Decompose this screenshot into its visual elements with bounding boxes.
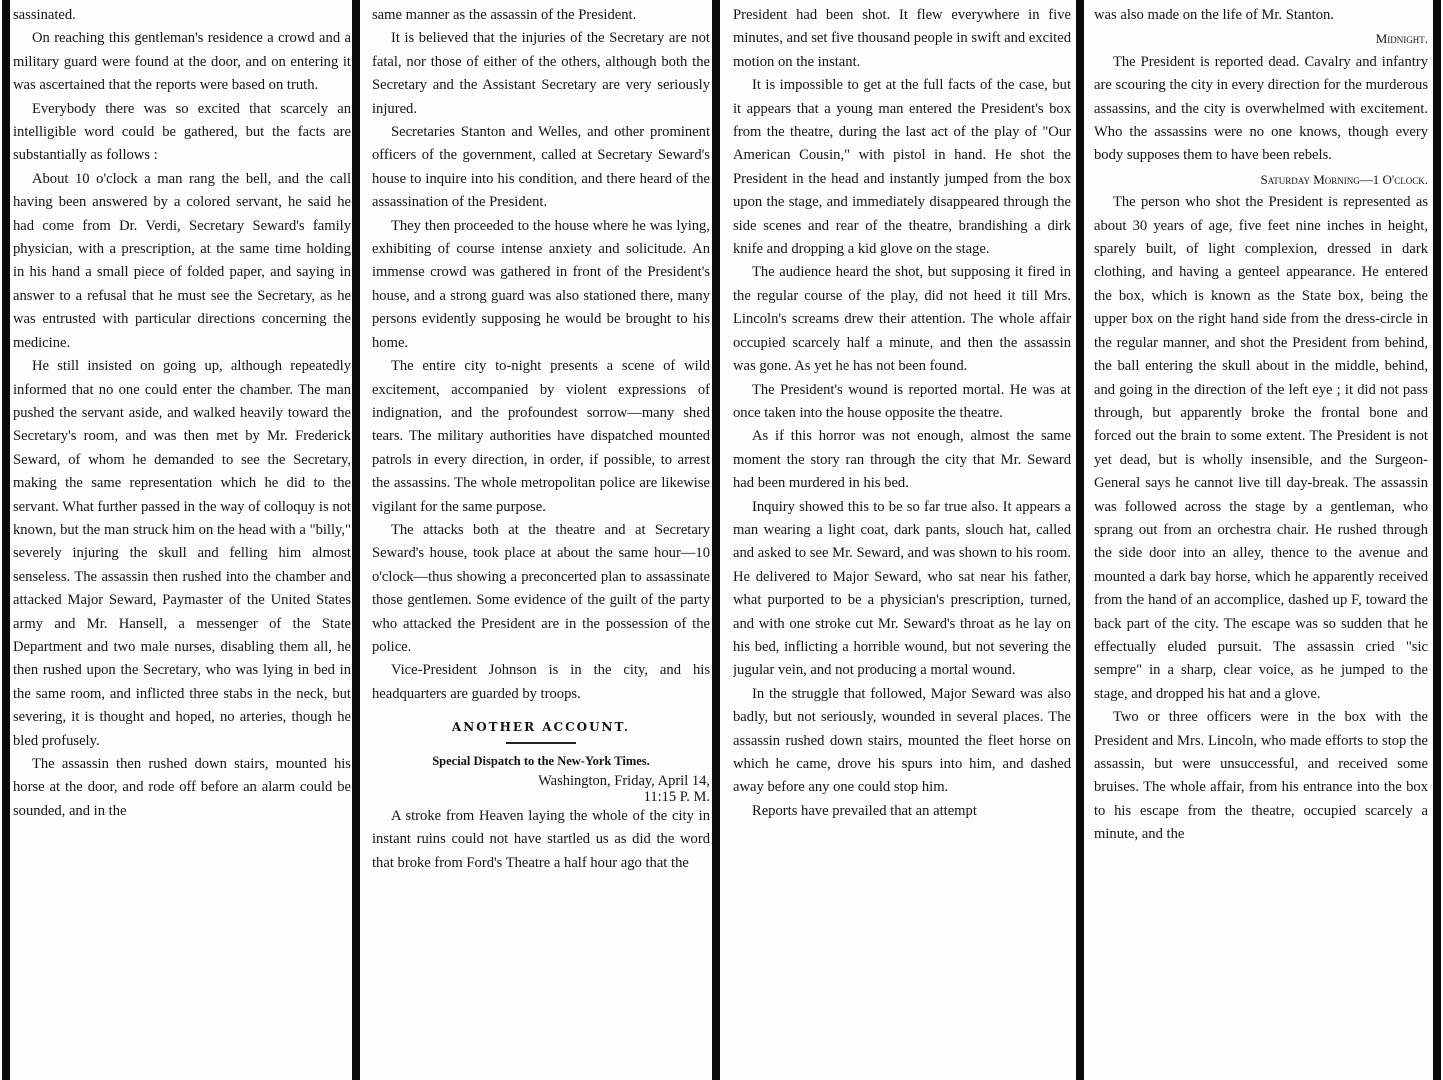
column-rule (352, 0, 360, 1080)
paragraph: Everybody there was so excited that scarcely an intelligible word could be gathered, but the facts are substantially as follows : (13, 100, 351, 164)
column-rule (1076, 0, 1084, 1080)
paragraph: In the struggle that followed, Major Seward was also badly, but not seriously, wounded in several places. The assassin rushed down stairs, mounted the fleet horse on which he came, drove his spurs into him, and dashed away before any one could stop him. (733, 685, 1071, 796)
paragraph: Vice-President Johnson is in the city, and his headquarters are guarded by troops. (372, 662, 710, 702)
paragraph: The entire city to-night presents a scene of wild excitement, accompanied by violent expressions of indignation, and the profoundest sorrow—many shed tears. The military authorities have dispatched mounted patrols in every direction, in order, if possible, to arrest the assassins. The whole metropolitan police are likewise vigilant for the same purpose. (372, 358, 710, 515)
paragraph: About 10 o'clock a man rang the bell, and the call having been answered by a colored servant, he said he had come from Dr. Verdi, Secretary Seward's family physician, with a prescription, at the same time holding in his hand a small piece of folded paper, and saying in answer to a refusal that he must see the Secretary, as he was entrusted with particular directions concerning the medicine. (13, 170, 351, 351)
section-headline: ANOTHER ACCOUNT. (451, 720, 631, 735)
paragraph: President had been shot. It flew everywhere in five minutes, and set five thousand people in swift and excited motion on the instant. (733, 7, 1071, 70)
dispatch-subhead: Special Dispatch to the New-York Times. (432, 753, 650, 768)
headline-divider (506, 742, 576, 744)
column-1 (13, 4, 351, 1078)
paragraph: The assassin then rushed down stairs, mounted his horse at the door, and rode off before an alarm could be sounded, and in the (13, 756, 351, 819)
time-heading-saturday: Saturday Morning—1 O'clock. (1260, 171, 1428, 187)
column-rule (1433, 0, 1441, 1080)
paragraph: He still insisted on going up, although repeatedly informed that no one could enter the chamber. The man pushed the servant aside, and walked heavily toward the Secretary's room, and was then met by Mr. Frederick Seward, of whom he demanded to see the Secretary, making the same representation which he did to the servant. What further passed in the way of colloquy is not known, but the man struck him on the head with a "billy," severely injuring the skull and felling him almost senseless. The assassin then rushed into the chamber and attacked Major Seward, Paymaster of the United States army and Mr. Hansell, a messenger of the State Department and two male nurses, disabling them all, he then rushed upon the Secretary, who was lying in bed in the same room, and inflicted three stabs in the neck, but severing, it is thought and hoped, no arteries, though he bled profusely. (13, 358, 351, 749)
paragraph: sassinated. (13, 7, 76, 23)
paragraph: They then proceeded to the house where he was lying, exhibiting of course intense anxiety and solicitude. An immense crowd was gathered in front of the President's house, and a strong guard was also stationed there, many persons evidently supposing he would be brought to his home. (372, 217, 710, 351)
column-2 (372, 4, 710, 1078)
column-rule (712, 0, 720, 1080)
paragraph: It is believed that the injuries of the Secretary are not fatal, nor those of either of the others, although both the Secretary and the Assistant Secretary are very seriously injured. (372, 30, 710, 117)
column-3 (733, 4, 1071, 1078)
column-rule (2, 0, 10, 1080)
paragraph: Inquiry showed this to be so far true also. It appears a man wearing a light coat, dark pants, slouch hat, called and asked to see Mr. Seward, and was shown to his room. He delivered to Major Seward, who sat near his father, what purported to be a physician's prescription, turned, and with one stroke cut Mr. Seward's throat as he lay on his bed, inflicting a horrible wound, but not severing the jugular vein, and not producing a mortal wound. (733, 498, 1071, 679)
dateline-place: Washington, Friday, April 14, (538, 773, 710, 789)
paragraph: The audience heard the shot, but supposing it fired in the regular course of the play, did not heed it till Mrs. Lincoln's screams drew their attention. The whole affair occupied scarcely half a minute, and then the assassin was gone. As yet he has not been found. (733, 264, 1071, 375)
paragraph: The President's wound is reported mortal. He was at once taken into the house opposite the theatre. (733, 381, 1071, 421)
paragraph: It is impossible to get at the full facts of the case, but it appears that a young man entered the President's box from the theatre, during the last act of the play of "Our American Cousin," with pistol in hand. He shot the President in the head and instantly jumped from the box upon the stage, and immediately disappeared through the side scenes and rear of the theatre, brandishing a dirk knife and dropping a kid glove on the stage. (733, 77, 1071, 258)
paragraph: same manner as the assassin of the President. (372, 7, 637, 23)
paragraph: The person who shot the President is represented as about 30 years of age, five feet nine inches in height, sparely built, of light complexion, dressed in dark clothing, and having a genteel appearance. He entered the box, which is known as the State box, being the upper box on the right hand side from the dress-circle in the regular manner, and shot the President from behind, the ball entering the skull about in the middle, behind, and going in the direction of the left eye ; it did not pass through, but apparently broke the frontal bone and forced out the brain to some extent. The President is not yet dead, but is wholly insensible, and the Surgeon-General says he cannot live till day-break. The assassin was followed across the stage by a gentleman, who sprang out from an orchestra chair. He rushed through the side door into an alley, thence to the avenue and mounted a dark bay horse, which he apparently received from the hand of an accomplice, dashed up F, toward the back part of the city. The escape was so sudden that he effectually eluded pursuit. The assassin cried "sic sempre" in a sharp, clear voice, as he jumped to the stage, and dropped his hat and a glove. (1094, 194, 1428, 702)
paragraph: As if this horror was not enough, almost the same moment the story ran through the city that Mr. Seward had been murdered in his bed. (733, 428, 1071, 492)
paragraph: The President is reported dead. Cavalry and infantry are scouring the city in every direction for the murderous assassins, and the city is overwhelmed with excitement. Who the assassins were no one knows, though every body supposes them to have been rebels. (1094, 53, 1428, 164)
paragraph: A stroke from Heaven laying the whole of the city in instant ruins could not have startled us as did the word that broke from Ford's Theatre a half hour ago that the (372, 808, 710, 871)
paragraph: Reports have prevailed that an attempt (751, 802, 977, 819)
time-heading-midnight: Midnight. (1375, 31, 1428, 47)
paragraph: On reaching this gentleman's residence a crowd and a military guard were found at the door, and on entering it was ascertained that the reports were based on truth. (13, 30, 351, 94)
paragraph: was also made on the life of Mr. Stanton. (1094, 7, 1334, 23)
dateline-time: 11:15 P. M. (643, 789, 710, 805)
paragraph: Secretaries Stanton and Welles, and other prominent officers of the government, called at Secretary Seward's house to inquire into his condition, and there heard of the assassination of the President. (372, 124, 710, 211)
paragraph: The attacks both at the theatre and at Secretary Seward's house, took place at about the same hour—10 o'clock—thus showing a preconcerted plan to assassinate those gentlemen. Some evidence of the guilt of the party who attacked the President are in the possession of the police. (372, 521, 710, 655)
paragraph: Two or three officers were in the box with the President and Mrs. Lincoln, who made efforts to stop the assassin, but were unsuccessful, and received some bruises. The whole affair, from his entrance into the box to his escape from the theatre, occupied scarcely a minute, and the (1094, 709, 1428, 843)
column-4 (1094, 4, 1428, 1078)
